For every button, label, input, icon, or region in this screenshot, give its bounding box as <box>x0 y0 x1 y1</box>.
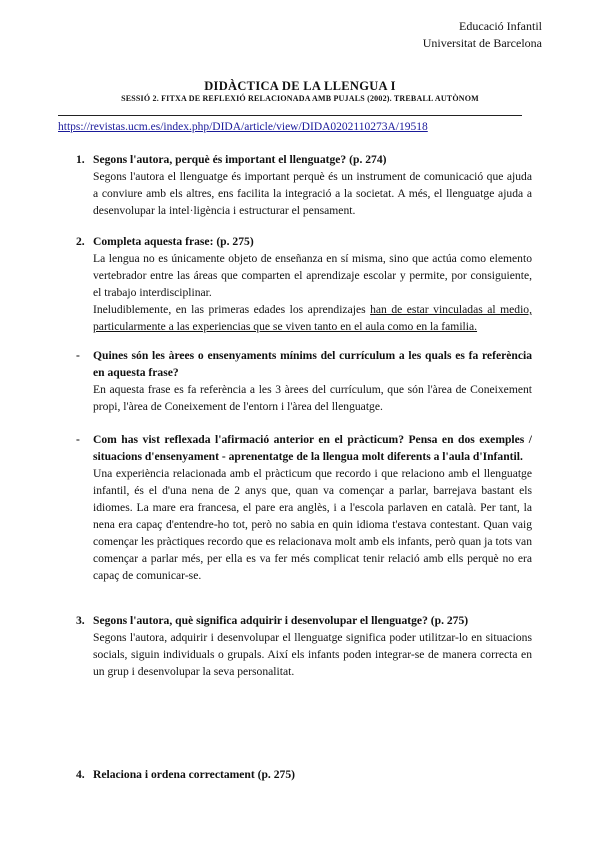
question-2-number: 2. <box>76 235 85 248</box>
question-4-text: Relaciona i ordena correctament (p. 275) <box>93 768 295 781</box>
question-3-text: Segons l'autora, què significa adquirir i desenvolupar el llenguatge? (p. 275) <box>93 614 469 627</box>
answer-underlined-text: han de estar vinculadas al medio, particularmente a las experiencias que se viven tanto en el aula como en la familia. <box>93 303 532 333</box>
answer-paragraph: En aquesta frase es fa referència a les 3 àrees del currículum, que són l'àrea de Coneixement propi, l'àrea de Coneixement de l'entorn i l'àrea del llenguatge. <box>93 383 532 413</box>
question-a-bullet: - <box>76 349 80 362</box>
institution-header <box>423 18 542 52</box>
answer-paragraph: Una experiència relacionada amb el pràcticum que recordo i que relaciono amb el llenguatge infantil, és el d'una nena de 2 anys que, quan va començar a parlar, barrejava bastant els idiomes. La mare era francesa, el pare era anglès, i a l'escola parlaven en català. Per tant, la nena era capaç d'entendre-ho tot, però no sabia en quin idioma t'estava contestant. Quan vaig començar les pràctiques recordo que es relacionava molt amb els infants, però quan ja tots van començar a parlar més, per ella es va fer més complicat tenir relació amb ells perquè no era capaç de comunicar-se. <box>93 467 532 582</box>
question-a-text: Quines són les àrees o ensenyaments mínims del currículum a les quals es fa referència en aquesta frase? <box>93 349 532 379</box>
header-university: Universitat de Barcelona <box>422 36 542 50</box>
question-a <box>58 347 532 415</box>
answer-plain-text: Ineludiblemente, en las primeras edades los aprendizajes <box>93 303 371 316</box>
question-4-number: 4. <box>76 768 85 781</box>
page-subtitle: SESSIÓ 2. FITXA DE REFLEXIÓ RELACIONADA AMB PUJALS (2002). TREBALL AUTÒNOM <box>121 94 479 103</box>
title-divider <box>58 115 522 116</box>
question-1-number: 1. <box>76 153 85 166</box>
header-program: Educació Infantil <box>459 19 542 33</box>
question-2-answer <box>93 250 532 335</box>
question-2-text: Completa aquesta frase: (p. 275) <box>93 235 254 248</box>
article-link[interactable]: https://revistas.ucm.es/index.php/DIDA/article/view/DIDA0202110273A/19518 <box>58 121 428 133</box>
question-3-answer <box>93 629 532 680</box>
question-b <box>58 431 532 584</box>
question-3-number: 3. <box>76 614 85 627</box>
question-4 <box>58 766 532 783</box>
question-a-answer <box>93 381 532 415</box>
page-title: DIDÀCTICA DE LA LLENGUA I <box>204 79 396 93</box>
question-1 <box>58 151 532 219</box>
answer-paragraph: La lengua no es únicamente objeto de enseñanza en sí misma, sino que actúa como elemento vertebrador entre las áreas que comparten el aprendizaje escolar y permite, por consiguiente, el trabajo interdisciplinar. <box>93 252 532 299</box>
question-1-text: Segons l'autora, perquè és important el llenguatge? (p. 274) <box>93 153 387 166</box>
question-3 <box>58 612 532 680</box>
question-2 <box>58 233 532 335</box>
question-b-bullet: - <box>76 433 80 446</box>
question-1-answer <box>93 168 532 219</box>
answer-paragraph: Segons l'autora, adquirir i desenvolupar el llenguatge significa poder utilitzar-lo en situacions socials, siguin individuals o grupals. Així els infants poden integrar-se de manera correcta en un grup i desenvolupar la seva personalitat. <box>93 631 532 678</box>
answer-paragraph: Segons l'autora el llenguatge és important perquè és un instrument de comunicació que ajuda a conviure amb els altres, ens facilita la integració a la societat. A més, el llenguatge ajuda a desenvolupar la intel·ligència i estructurar el pensament. <box>93 170 532 217</box>
answer-paragraph <box>93 301 532 335</box>
question-b-text: Com has vist reflexada l'afirmació anterior en el pràcticum? Pensa en dos exemples / situacions d'ensenyament - aprenentatge de la llengua molt diferents a l'aula d'Infantil. <box>93 433 532 463</box>
question-b-answer <box>93 465 532 584</box>
